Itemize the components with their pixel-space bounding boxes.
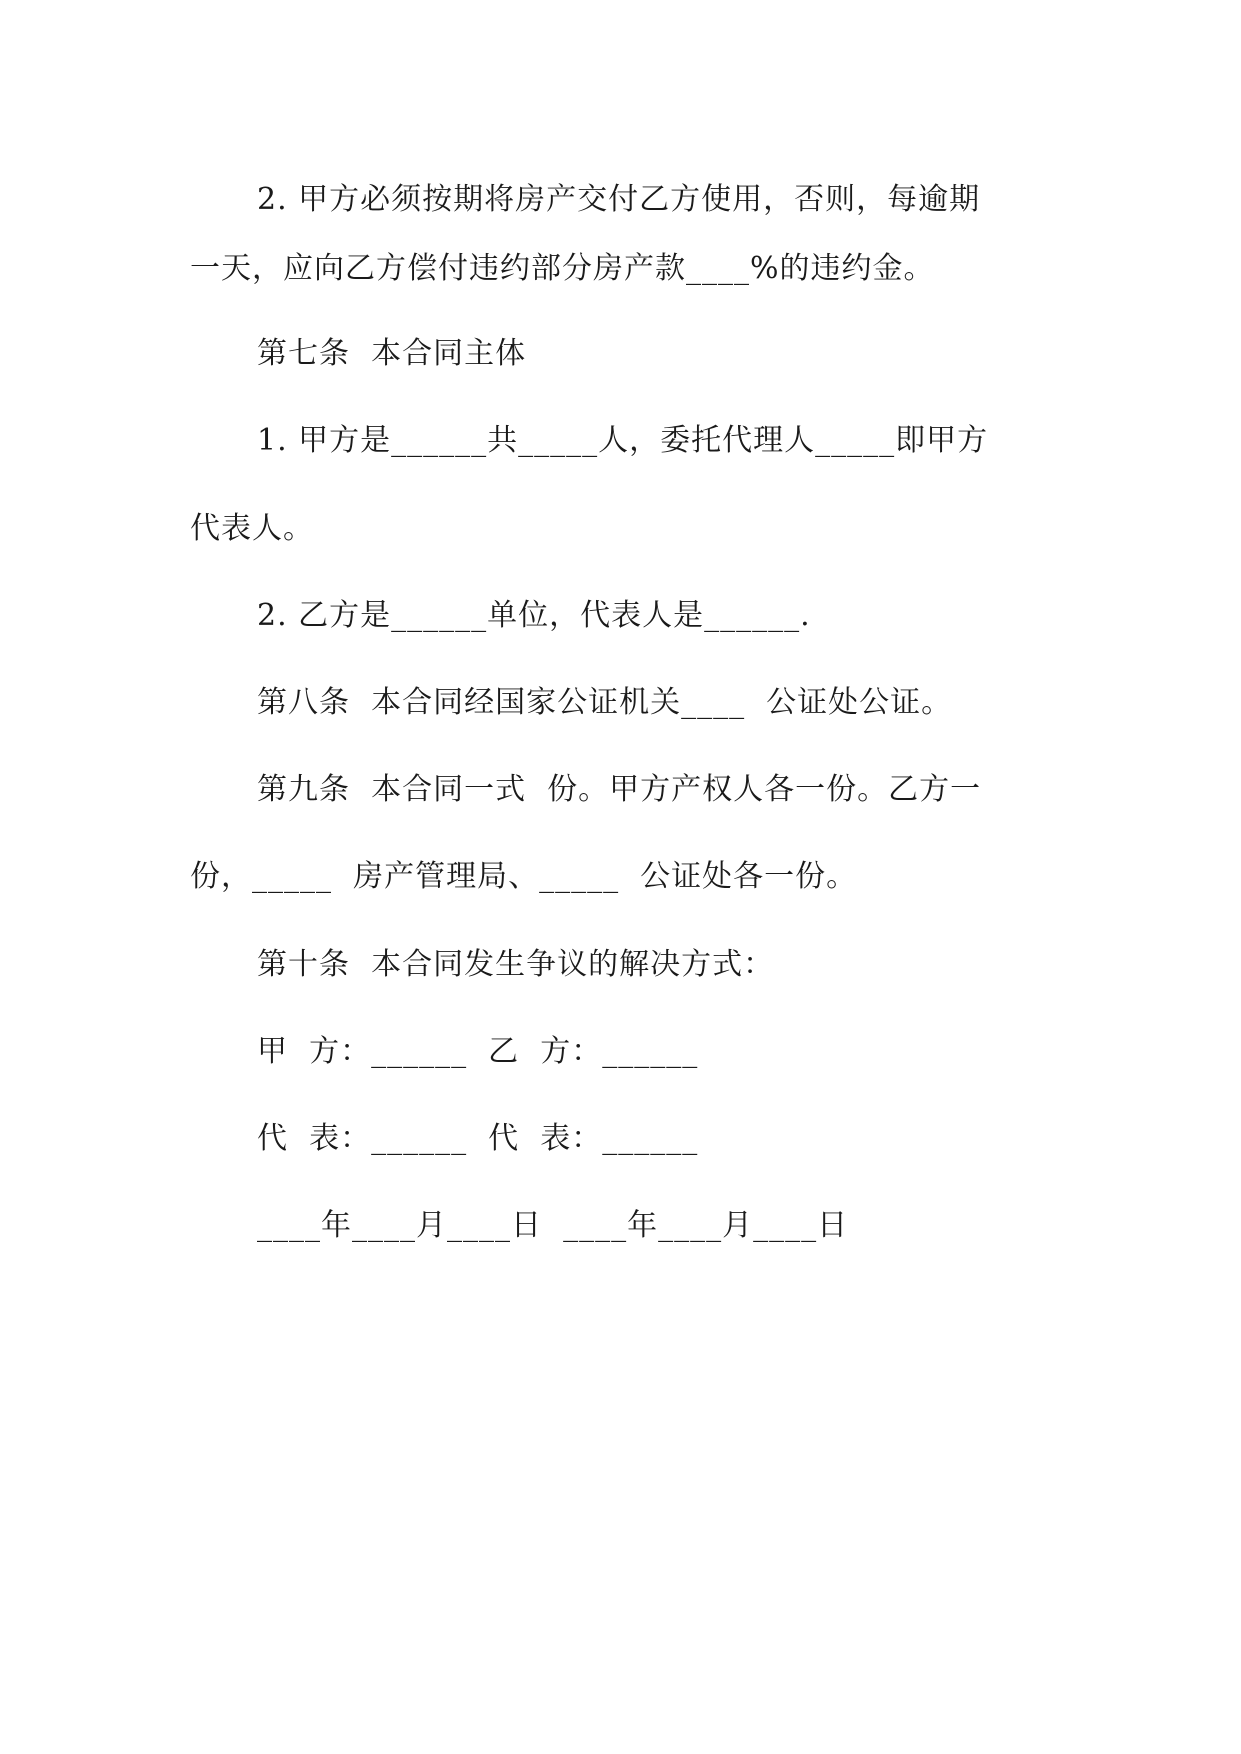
clause-8: 第八条 本合同经国家公证机关____ 公证处公证。 — [257, 685, 953, 720]
clause-7-item-1-line-2: 代表人。 — [190, 511, 314, 546]
clause-6-item-2-line-1: 2. 甲方必须按期将房产交付乙方使用，否则，每逾期 — [257, 182, 981, 217]
clause-7-heading: 第七条 本合同主体 — [257, 336, 527, 371]
clause-9-line-1: 第九条 本合同一式 份。甲方产权人各一份。乙方一 — [257, 772, 982, 807]
signature-parties-line: 甲 方：______ 乙 方：______ — [257, 1034, 699, 1069]
clause-7-item-2: 2. 乙方是______单位，代表人是______. — [257, 598, 811, 633]
clause-10-heading: 第十条 本合同发生争议的解决方式： — [257, 947, 775, 982]
signature-dates-line: ____年____月____日 ____年____月____日 — [257, 1208, 849, 1243]
clause-7-item-1-line-1: 1. 甲方是______共_____人，委托代理人_____即甲方 — [257, 423, 989, 458]
clause-6-item-2-line-2: 一天，应向乙方偿付违约部分房产款____%的违约金。 — [190, 251, 935, 286]
clause-9-line-2: 份，_____ 房产管理局、_____ 公证处各一份。 — [190, 859, 858, 894]
signature-representatives-line: 代 表：______ 代 表：______ — [257, 1121, 699, 1156]
